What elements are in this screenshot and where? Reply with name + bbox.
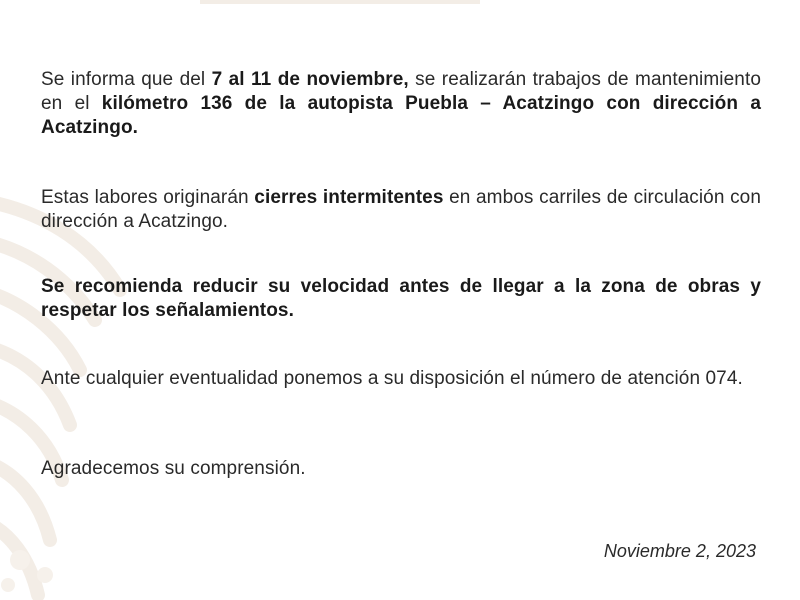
location-highlight: kilómetro 136 de la autopista Puebla – Acatzingo con dirección a Acatzingo. [41, 93, 761, 138]
date-range: 7 al 11 de noviembre, [211, 69, 409, 90]
notice-paragraph-thanks: Agradecemos su comprensión. [41, 458, 306, 479]
paragraph-text: Se informa que del [41, 69, 212, 90]
closures-highlight: cierres intermitentes [254, 187, 444, 208]
notice-paragraph-dates [41, 68, 761, 140]
notice-date: Noviembre 2, 2023 [603, 541, 756, 561]
paragraph-text: se realizarán trabajos de mantenimiento en el [41, 69, 761, 114]
notice-paragraph-recommendation: Se recomienda reducir su velocidad antes de llegar a la zona de obras y respetar los señalamientos. [41, 276, 761, 321]
notice-paragraph-contact: Ante cualquier eventualidad ponemos a su disposición el número de atención 074. [41, 368, 743, 389]
notice-paragraph-closures [41, 186, 761, 234]
paragraph-text: en ambos carriles de circulación con dirección a Acatzingo. [41, 187, 762, 232]
header-watermark-icon [200, 0, 480, 10]
paragraph-text: Estas labores originarán [41, 187, 255, 208]
